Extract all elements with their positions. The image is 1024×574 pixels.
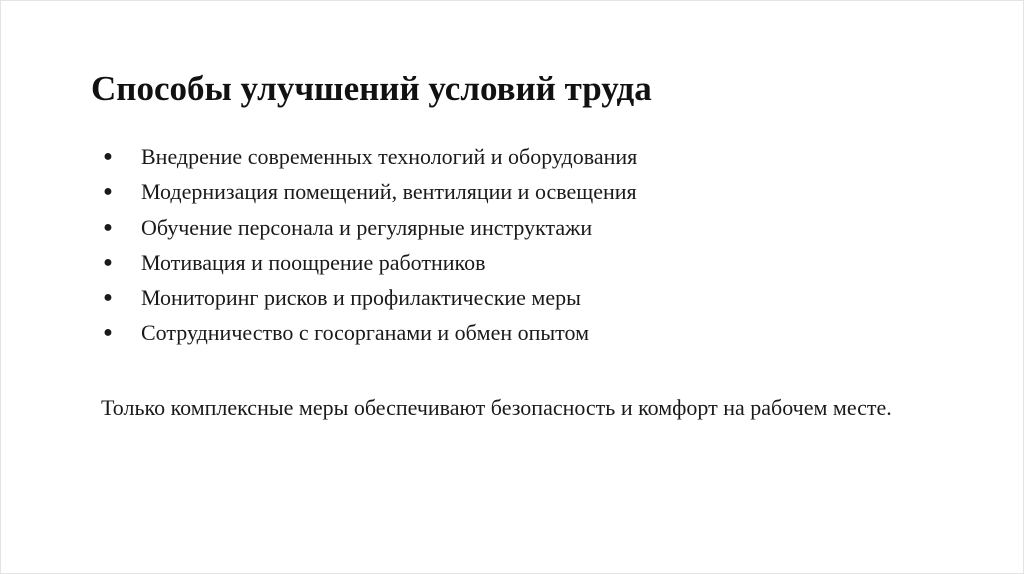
list-item-text: Мониторинг рисков и профилактические меры <box>141 285 581 311</box>
conclusion-text: Только комплексные меры обеспечивают безопасность и комфорт на рабочем месте. <box>101 395 892 420</box>
slide-title: Способы улучшений условий труда <box>91 69 652 108</box>
bullet-icon: ● <box>103 289 113 307</box>
list-item-text: Сотрудничество с госорганами и обмен опытом <box>141 320 589 346</box>
bullet-icon: ● <box>103 148 113 165</box>
list-item-text: Обучение персонала и регулярные инструктажи <box>141 214 593 240</box>
list-item-text: Внедрение современных технологий и оборудования <box>141 144 638 169</box>
bullet-icon: ● <box>103 253 113 271</box>
list-item-text: Модернизация помещений, вентиляции и освещения <box>141 179 637 205</box>
list-item-text: Мотивация и поощрение работников <box>141 249 486 275</box>
bullet-icon: ● <box>103 324 113 342</box>
bullet-icon: ● <box>103 218 113 236</box>
bullet-icon: ● <box>103 183 113 201</box>
